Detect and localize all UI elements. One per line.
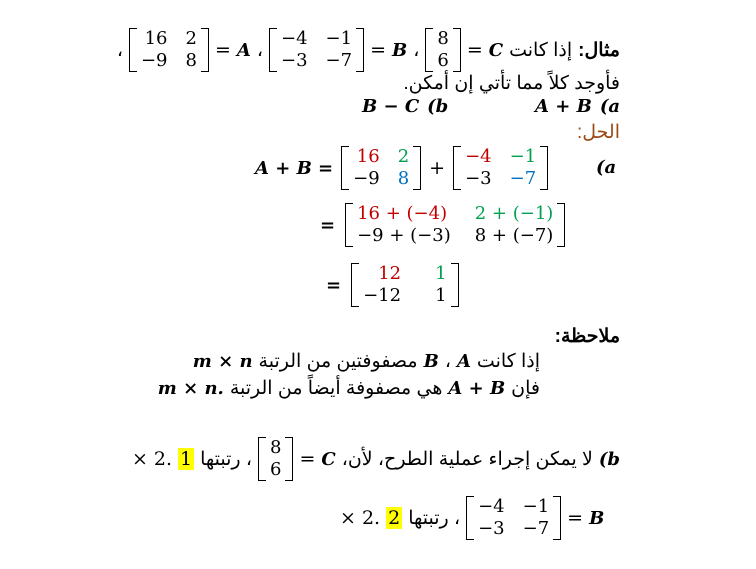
matrix-C: 8 6: [425, 28, 460, 72]
rank-highlight-1: 1: [180, 448, 193, 470]
note-line-1: إذا كانت A ، B مصفوفتين من الرتبة m × n: [192, 351, 540, 372]
note-title: ملاحظة:: [554, 326, 620, 347]
step3-equation: = 12 1 −12 1: [326, 263, 459, 307]
part-a-header: (a A + B: [535, 96, 620, 117]
definition-line: مثال: إذا كانت C = 8 6 ، B = −4 −1 −3 −7 ، A = 16 2 −9 8 ،: [116, 28, 620, 71]
step1-equation: A + B = 16 2 −9 8 + −4 −1 −3 −7: [255, 146, 548, 190]
step3-matrix: 12 1 −12 1: [351, 263, 458, 307]
matrix-A-name: A: [236, 39, 251, 61]
example-title: مثال:: [578, 39, 620, 61]
rank-highlight-2: 2: [388, 507, 401, 529]
note-line-2: فإن A + B هي مصفوفة أيضاً من الرتبة m × n.: [157, 378, 540, 399]
part-b-matrix-C: 8 6: [258, 437, 293, 481]
solution-label: الحل:: [576, 122, 620, 143]
matrix-B: −4 −1 −3 −7: [269, 28, 364, 72]
part-b-line-2: B = −4 −1 −3 −7 ، رتبتها 2 × 2.: [340, 496, 605, 539]
step1-matrix-A: 16 2 −9 8: [341, 146, 421, 190]
matrix-B-name: B: [392, 39, 408, 61]
task-line: فأوجد كلاً مما تأتي إن أمكن.: [403, 73, 620, 94]
matrix-C-name: C: [488, 39, 504, 61]
part-b-matrix-B: −4 −1 −3 −7: [466, 496, 561, 540]
step1-part-label: (a: [596, 157, 617, 178]
step1-matrix-B: −4 −1 −3 −7: [453, 146, 548, 190]
matrix-A: 16 2 −9 8: [129, 28, 209, 72]
eq-C: =: [466, 39, 483, 61]
step2-matrix: 16 + (−4) 2 + (−1) −9 + (−3) 8 + (−7): [345, 203, 565, 247]
intro-text: إذا كانت: [509, 39, 573, 61]
part-b-line-1: (b لا يمكن إجراء عملية الطرح، لأن، C = 8 6 ، رتبتها 1 × 2.: [131, 437, 620, 480]
part-b-header: (b B − C: [362, 96, 449, 117]
step2-equation: = 16 + (−4) 2 + (−1) −9 + (−3) 8 + (−7): [320, 203, 565, 247]
